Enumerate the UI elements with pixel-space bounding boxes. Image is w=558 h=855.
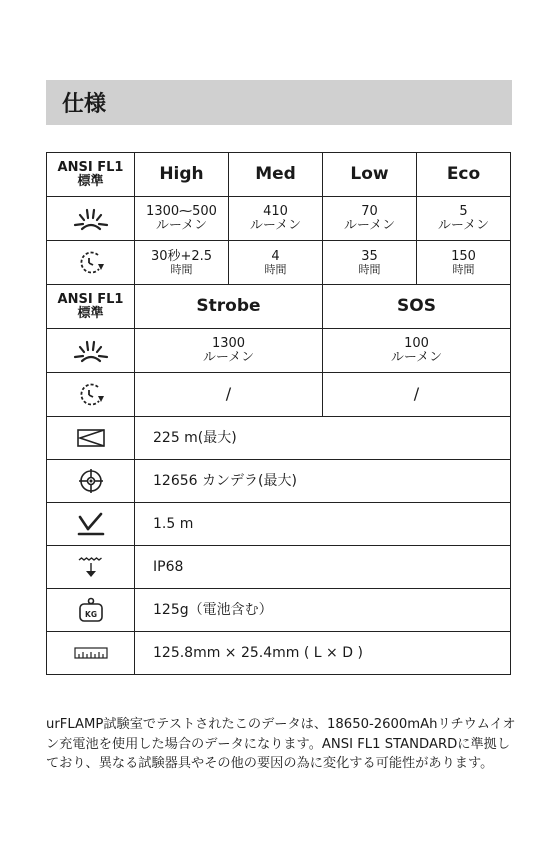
table-row <box>47 197 511 241</box>
mode-med: Med <box>229 153 323 197</box>
lumens-low: 70 ルーメン <box>323 197 417 241</box>
mode-high: High <box>135 153 229 197</box>
lumens-icon <box>47 197 135 241</box>
standard-label: ANSI FL1 標準 <box>47 285 135 329</box>
table-row <box>47 329 511 373</box>
intensity-value: 12656 カンデラ(最大) <box>135 460 511 503</box>
beam-distance-value: 225 m(最大) <box>135 417 511 460</box>
runtime-med: 4 時間 <box>229 241 323 285</box>
table-row <box>47 417 511 460</box>
runtime-icon <box>47 373 135 417</box>
section-header <box>46 80 512 125</box>
table-row <box>47 373 511 417</box>
waterproof-icon <box>47 546 135 589</box>
table-row <box>47 285 511 329</box>
dimensions-value: 125.8mm × 25.4mm ( L × D ) <box>135 632 511 675</box>
table-row <box>47 503 511 546</box>
runtime-high: 30秒+2.5 時間 <box>135 241 229 285</box>
intensity-icon <box>47 460 135 503</box>
lumens-strobe: 1300 ルーメン <box>135 329 323 373</box>
runtime-sos: / <box>323 373 511 417</box>
beam-distance-icon <box>47 417 135 460</box>
section-title: 仕様 <box>62 92 107 117</box>
runtime-eco: 150 時間 <box>417 241 511 285</box>
lumens-sos: 100 ルーメン <box>323 329 511 373</box>
table-row <box>47 589 511 632</box>
runtime-low: 35 時間 <box>323 241 417 285</box>
lumens-med: 410 ルーメン <box>229 197 323 241</box>
lumens-high: 1300⁓500 ルーメン <box>135 197 229 241</box>
table-row <box>47 460 511 503</box>
standard-label: ANSI FL1 標準 <box>47 153 135 197</box>
mode-low: Low <box>323 153 417 197</box>
mode-eco: Eco <box>417 153 511 197</box>
table-row <box>47 632 511 675</box>
table-row <box>47 546 511 589</box>
footnote-text: urFLAMP試験室でテストされたこのデータは、18650-2600mAhリチウムイオン充電池を使用した場合のデータになります。ANSI FL1 STANDARDに準拠しており、異なる試験器具やその他の要因の為に変化する可能性があります。 <box>46 717 516 771</box>
waterproof-value: IP68 <box>135 546 511 589</box>
impact-resistance-value: 1.5 m <box>135 503 511 546</box>
mode-sos: SOS <box>323 285 511 329</box>
lumens-icon <box>47 329 135 373</box>
runtime-strobe: / <box>135 373 323 417</box>
lumens-eco: 5 ルーメン <box>417 197 511 241</box>
table-row <box>47 153 511 197</box>
runtime-icon <box>47 241 135 285</box>
weight-icon <box>47 589 135 632</box>
spec-table <box>46 152 511 675</box>
svg-text:KG: KG <box>84 610 97 619</box>
table-row <box>47 241 511 285</box>
dimensions-icon <box>47 632 135 675</box>
weight-value: 125g（電池含む） <box>135 589 511 632</box>
mode-strobe: Strobe <box>135 285 323 329</box>
impact-resistance-icon <box>47 503 135 546</box>
